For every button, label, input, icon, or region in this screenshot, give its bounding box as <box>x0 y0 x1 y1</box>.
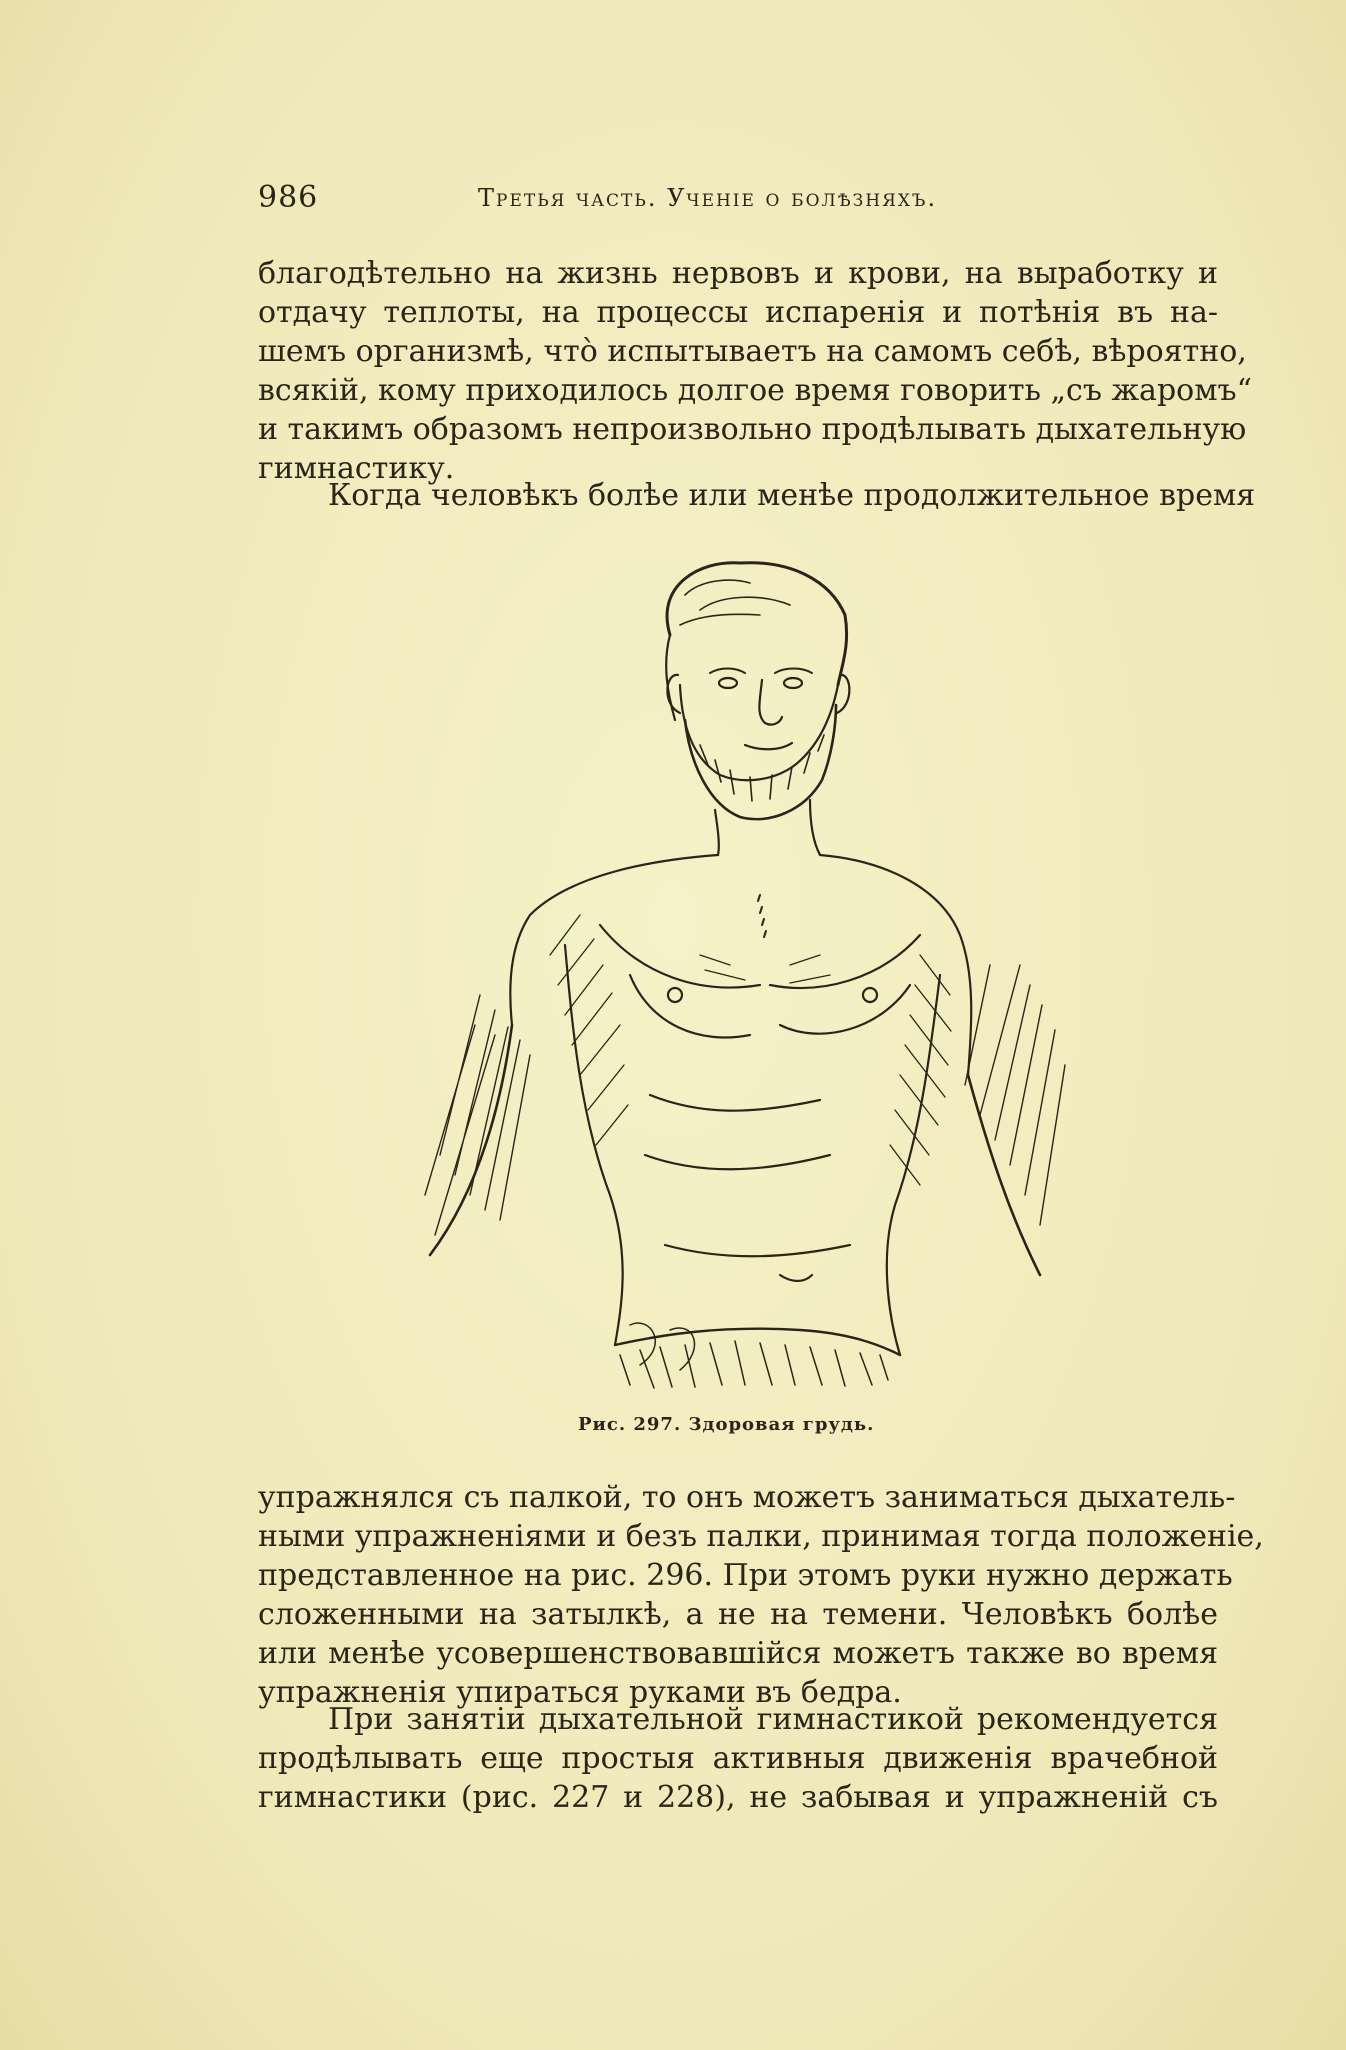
text-line: гимнастику. <box>258 451 455 486</box>
paragraph-1 <box>258 254 1252 488</box>
text-line: представленное на рис. 296. При этомъ руки нужно держать <box>258 1558 1233 1593</box>
page-header <box>258 180 1218 220</box>
text-line: Когда человѣкъ болѣе или менѣе продолжительное время <box>328 478 1256 513</box>
paragraph-3 <box>258 1700 1218 1817</box>
text-line: отдачу теплоты, на процессы испаренія и потѣнія въ на- <box>258 295 1218 330</box>
paragraph-2-continued <box>258 1478 1264 1712</box>
paragraph-2-start <box>258 476 1256 515</box>
text-line: и такимъ образомъ непроизвольно продѣлывать дыхательную <box>258 412 1247 447</box>
text-line: сложенными на затылкѣ, а не на темени. Человѣкъ болѣе <box>258 1597 1218 1632</box>
text-line: При занятіи дыхательной гимнастикой рекомендуется <box>328 1702 1218 1737</box>
text-line: упражненія упираться руками въ бедра. <box>258 1675 902 1710</box>
text-line: всякій, кому приходилось долгое время говорить „съ жаромъ“ <box>258 373 1252 408</box>
figure-illustration <box>400 555 1080 1395</box>
text-line: гимнастики (рис. 227 и 228), не забывая и упражненій съ <box>258 1780 1218 1815</box>
text-line: или менѣе усовершенствовавшійся можетъ также во время <box>258 1636 1218 1671</box>
text-line: продѣлывать еще простыя активныя движенія врачебной <box>258 1741 1218 1776</box>
running-head: Третья часть. Ученіе о болѣзняхъ. <box>478 184 938 212</box>
text-line: благодѣтельно на жизнь нервовъ и крови, на выработку и <box>258 256 1218 291</box>
figure-caption: Рис. 297. Здоровая грудь. <box>578 1414 875 1435</box>
page-number: 986 <box>258 180 319 215</box>
text-line: упражнялся съ палкой, то онъ можетъ заниматься дыхатель- <box>258 1480 1236 1515</box>
text-line: ными упражненіями и безъ палки, принимая тогда положеніе, <box>258 1519 1264 1554</box>
text-line: шемъ организмѣ, что̀ испытываетъ на самомъ себѣ, вѣроятно, <box>258 334 1247 369</box>
chest-engraving-image <box>400 555 1080 1395</box>
